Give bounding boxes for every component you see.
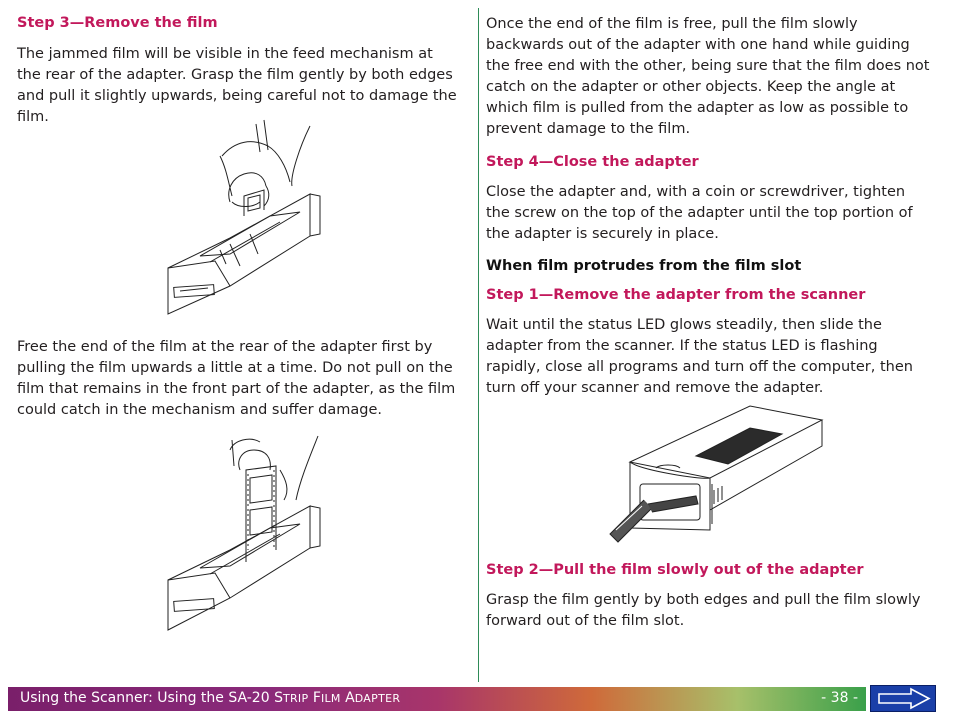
pull-back-text: Once the end of the film is free, pull the film slowly backwards out of the adapter with one hand while guiding the free end with the other, being sure that the film does not catch on the adapter or other objects. Keep the angle at which film is pulled from the adapter as low as possible to prevent damage to the film. (486, 16, 930, 137)
step4-heading: Step 4—Close the adapter (486, 154, 699, 170)
footer-title: Using the Scanner: Using the SA-20 STRIP FILM ADAPTER (20, 690, 401, 706)
page-number: - 38 - (821, 690, 858, 706)
step1-heading: Step 1—Remove the adapter from the scanner (486, 287, 866, 303)
right-arrow-icon (871, 686, 935, 711)
illustration-hand-lifting-film (160, 116, 340, 316)
step4-text: Close the adapter and, with a coin or screwdriver, tighten the screw on the top of the adapter until the top portion of the adapter is securely in place. (486, 184, 913, 242)
column-divider (478, 8, 479, 682)
step2-heading: Step 2—Pull the film slowly out of the adapter (486, 562, 864, 578)
free-end-text: Free the end of the film at the rear of the adapter first by pulling the film upwards a little at a time. Do not pull on the film that remains in the front part of the adapter, as the film could catch in the mechanism and suffer damage. (17, 339, 456, 418)
illustration-film-protruding-from-slot (600, 400, 825, 550)
footer-bar (8, 687, 866, 711)
illustration-pulling-film-upward (160, 430, 340, 640)
step3-text: The jammed film will be visible in the feed mechanism at the rear of the adapter. Grasp the film gently by both edges and pull it slightly upwards, being careful not to damage the film. (17, 46, 457, 125)
next-page-button[interactable] (870, 685, 936, 712)
protrudes-heading: When film protrudes from the film slot (486, 258, 802, 274)
step3-heading: Step 3—Remove the film (17, 15, 218, 31)
step2-text: Grasp the film gently by both edges and pull the film slowly forward out of the film slot. (486, 592, 921, 629)
step1-text: Wait until the status LED glows steadily, then slide the adapter from the scanner. If the status LED is flashing rapidly, close all programs and turn off the computer, then turn off your scanner and remove the adapter. (486, 317, 913, 396)
